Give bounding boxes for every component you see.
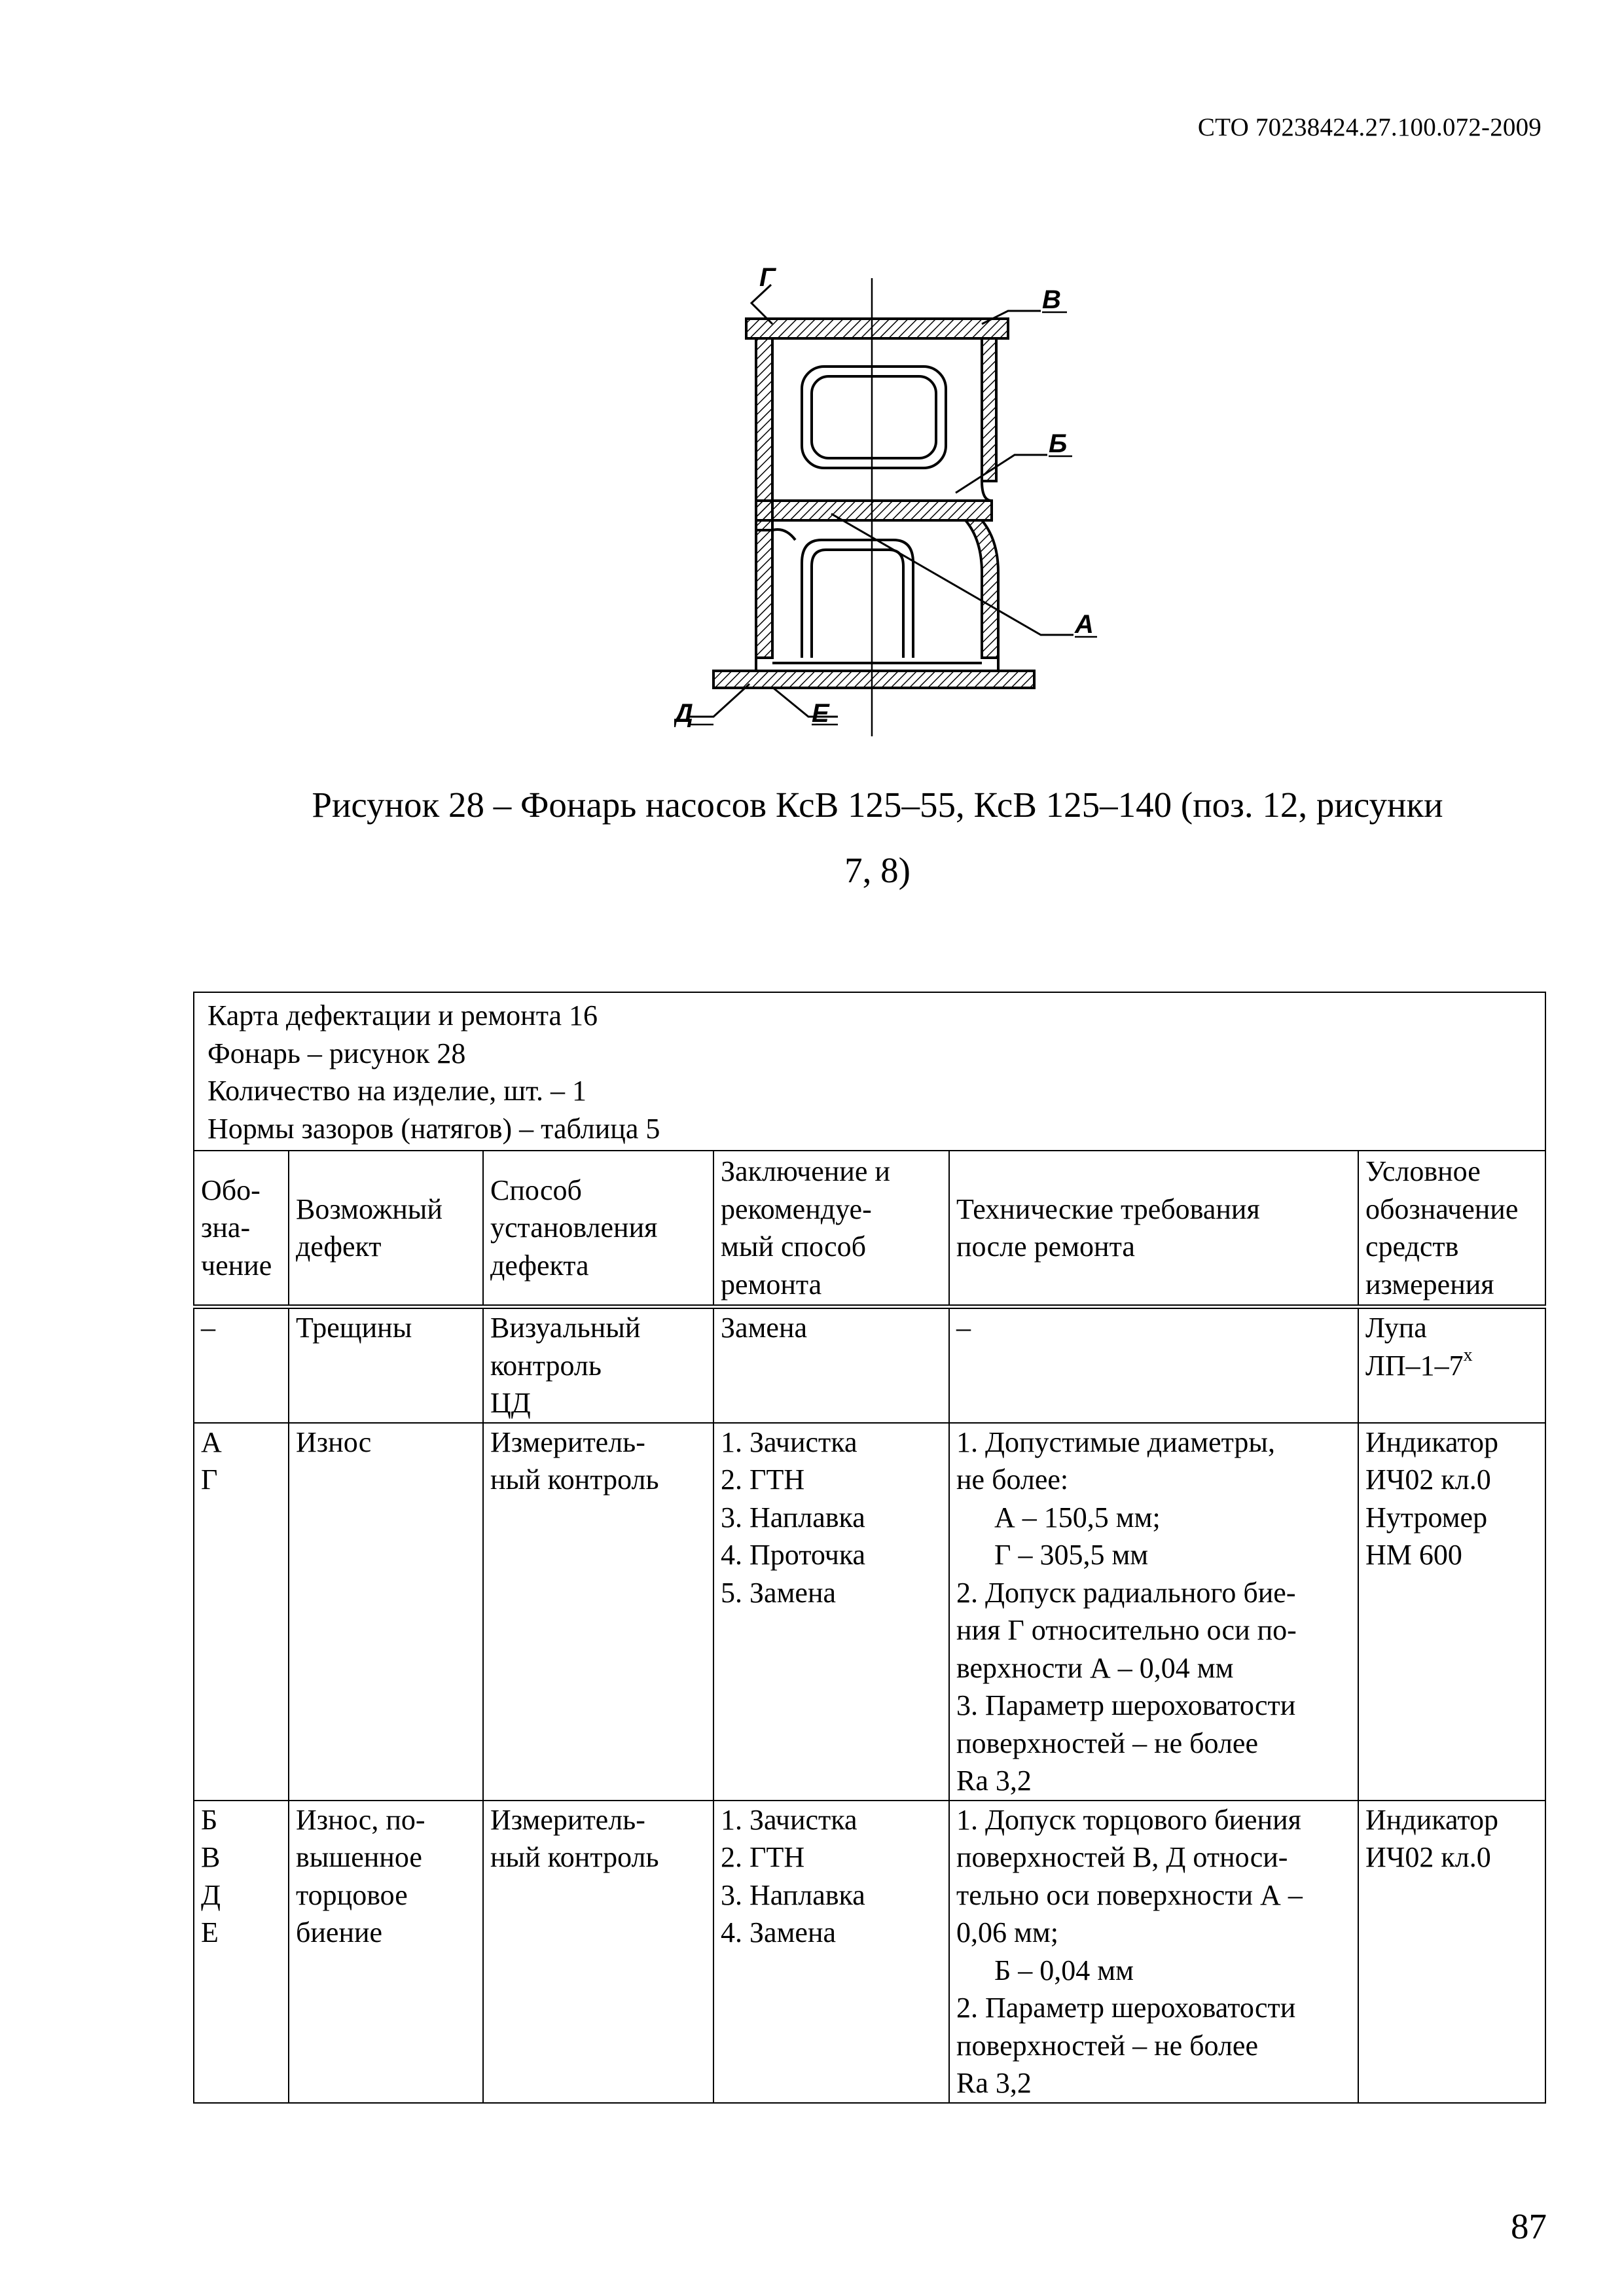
defect-repair-card bbox=[193, 992, 1546, 2104]
label-e: Е bbox=[812, 699, 829, 728]
label-g: Г bbox=[759, 265, 776, 292]
cell-requirements: – bbox=[949, 1307, 1358, 1423]
caption-line-1: Рисунок 28 – Фонарь насосов КсВ 125–55, КсВ 125–140 (поз. 12, рисунки bbox=[312, 785, 1443, 825]
col-conclusion: Заключение и рекомендуе- мый способ ремонта bbox=[713, 1151, 949, 1307]
label-a: А bbox=[1075, 610, 1094, 639]
figure-caption bbox=[196, 772, 1559, 903]
cell-defect: Износ, по- вышенное торцовое биение bbox=[289, 1801, 483, 2103]
caption-line-2: 7, 8) bbox=[844, 850, 911, 890]
cell-conclusion: 1. Зачистка 2. ГТН 3. Наплавка 4. Проточка 5. Замена bbox=[713, 1423, 949, 1801]
col-instruments: Условное обозначение средств измерения bbox=[1358, 1151, 1545, 1307]
cell-instruments: Индикатор ИЧ02 кл.0 Нутромер НМ 600 bbox=[1358, 1423, 1545, 1801]
col-method: Способ установления дефекта bbox=[483, 1151, 713, 1307]
col-defect: Возможный дефект bbox=[289, 1151, 483, 1307]
cell-instruments: Индикатор ИЧ02 кл.0 bbox=[1358, 1801, 1545, 2103]
lantern-drawing bbox=[674, 265, 1146, 762]
table-row bbox=[194, 1801, 1545, 2103]
label-b: Б bbox=[1049, 429, 1068, 458]
label-v: В bbox=[1042, 285, 1061, 314]
page-number: 87 bbox=[1511, 2206, 1547, 2246]
cell-method: Измеритель- ный контроль bbox=[483, 1801, 713, 2103]
card-title: Карта дефектации и ремонта 16 bbox=[208, 999, 598, 1031]
card-quantity: Количество на изделие, шт. – 1 bbox=[208, 1075, 587, 1107]
table-row bbox=[194, 1307, 1545, 1423]
card-norms: Нормы зазоров (натягов) – таблица 5 bbox=[208, 1112, 660, 1145]
cell-method: Измеритель- ный контроль bbox=[483, 1423, 713, 1801]
cell-designation: – bbox=[194, 1307, 289, 1423]
card-header-row bbox=[194, 992, 1545, 1151]
cell-conclusion: Замена bbox=[713, 1307, 949, 1423]
cell-requirements: 1. Допуск торцового биения поверхностей В, Д относи- тельно оси поверхности А – 0,06 мм; Б – 0,04 мм 2. Параметр шероховатости поверхностей – не более Ra 3,2 bbox=[949, 1801, 1358, 2103]
superscript-mark: х bbox=[1463, 1344, 1473, 1365]
column-header-row bbox=[194, 1151, 1545, 1307]
col-requirements: Технические требования после ремонта bbox=[949, 1151, 1358, 1307]
document-code: СТО 70238424.27.100.072-2009 bbox=[1197, 113, 1542, 141]
cell-conclusion: 1. Зачистка 2. ГТН 3. Наплавка 4. Замена bbox=[713, 1801, 949, 2103]
cell-instruments: Лупа $ЛП-1-7^х$ bbox=[1358, 1307, 1545, 1423]
card-part: Фонарь – рисунок 28 bbox=[208, 1037, 466, 1069]
card-header bbox=[194, 992, 1545, 1151]
cell-method: Визуальный контроль ЦД bbox=[483, 1307, 713, 1423]
cell-defect: Трещины bbox=[289, 1307, 483, 1423]
table-row bbox=[194, 1423, 1545, 1801]
cell-requirements: 1. Допустимые диаметры, не более: А – 150,5 мм; Г – 305,5 мм 2. Допуск радиального бие- ния Г относительно оси по- верхности А – 0,04 мм 3. Параметр шероховатости поверхностей – не более Ra 3,2 bbox=[949, 1423, 1358, 1801]
label-d: Д bbox=[674, 699, 693, 728]
cell-designation: Б В Д Е bbox=[194, 1801, 289, 2103]
cell-designation: А Г bbox=[194, 1423, 289, 1801]
cell-defect: Износ bbox=[289, 1423, 483, 1801]
col-designation: Обо- зна- чение bbox=[194, 1151, 289, 1307]
